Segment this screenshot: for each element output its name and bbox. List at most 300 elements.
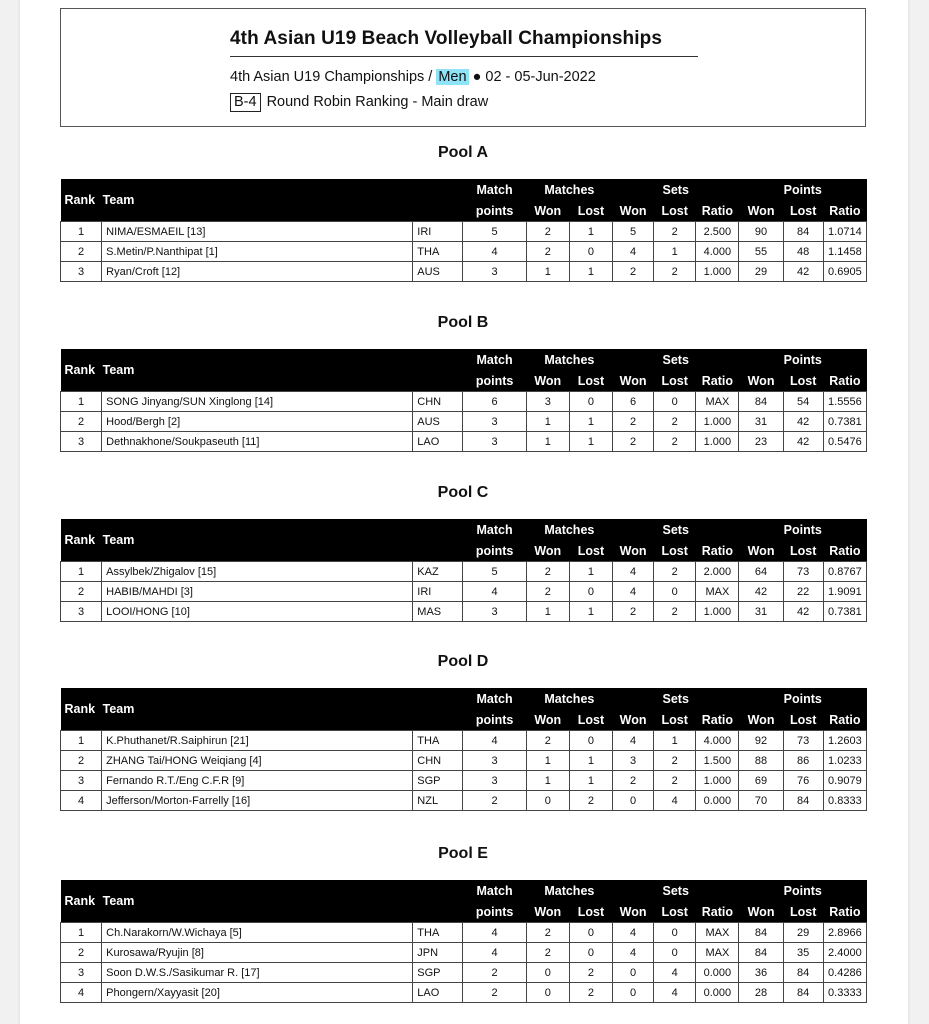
cell-pr: 0.7381 <box>823 602 866 622</box>
cell-nat: LAO <box>413 983 463 1003</box>
cell-mp: 5 <box>463 222 526 242</box>
cell-pl: 73 <box>783 731 823 751</box>
cell-sl: 2 <box>654 412 696 432</box>
cell-sw: 2 <box>613 432 654 452</box>
cell-pw: 70 <box>739 791 783 811</box>
cell-sl: 1 <box>654 731 696 751</box>
cell-pw: 64 <box>739 562 783 582</box>
cell-rank: 1 <box>61 562 102 582</box>
header-matches-won: Won <box>526 901 569 923</box>
header-rank: Rank <box>61 880 102 923</box>
cell-pr: 1.1458 <box>823 242 866 262</box>
table-row <box>61 943 867 963</box>
cell-sr: 0.000 <box>696 791 739 811</box>
cell-team: Soon D.W.S./Sasikumar R. [17] <box>102 963 413 983</box>
cell-sr: 2.500 <box>696 222 739 242</box>
header-points-lost: Lost <box>783 200 823 222</box>
table-row <box>61 392 867 412</box>
cell-team: K.Phuthanet/R.Saiphirun [21] <box>102 731 413 751</box>
header-matches-won: Won <box>526 370 569 392</box>
cell-sw: 2 <box>613 262 654 282</box>
cell-team: HABIB/MAHDI [3] <box>102 582 413 602</box>
cell-mw: 0 <box>526 791 569 811</box>
cell-rank: 2 <box>61 242 102 262</box>
cell-sr: 4.000 <box>696 242 739 262</box>
header-match-points-2: points <box>463 901 526 923</box>
cell-ml: 1 <box>569 222 612 242</box>
cell-sw: 4 <box>613 242 654 262</box>
cell-pl: 84 <box>783 963 823 983</box>
cell-pl: 48 <box>783 242 823 262</box>
cell-mw: 1 <box>526 432 569 452</box>
header-points-won: Won <box>739 901 783 923</box>
header-points-ratio: Ratio <box>823 540 866 562</box>
cell-ml: 0 <box>569 731 612 751</box>
cell-mw: 0 <box>526 983 569 1003</box>
header-match-points: Match <box>463 688 526 709</box>
cell-sl: 4 <box>654 963 696 983</box>
header-match-points-2: points <box>463 370 526 392</box>
cell-rank: 3 <box>61 602 102 622</box>
cell-sr: MAX <box>696 392 739 412</box>
cell-mw: 2 <box>526 222 569 242</box>
cell-pl: 22 <box>783 582 823 602</box>
cell-pr: 0.8767 <box>823 562 866 582</box>
header-team: Team <box>102 179 463 222</box>
header-points-lost: Lost <box>783 370 823 392</box>
header-match-points: Match <box>463 179 526 200</box>
cell-mp: 4 <box>463 582 526 602</box>
cell-sr: MAX <box>696 582 739 602</box>
pool-ranking-table <box>60 179 867 282</box>
cell-sw: 4 <box>613 731 654 751</box>
pool-ranking-table <box>60 519 867 622</box>
header-points: Points <box>739 349 867 370</box>
header-team: Team <box>102 349 463 392</box>
cell-pr: 1.2603 <box>823 731 866 751</box>
cell-mw: 2 <box>526 582 569 602</box>
cell-ml: 0 <box>569 923 612 943</box>
table-row <box>61 412 867 432</box>
cell-pl: 84 <box>783 222 823 242</box>
table-row <box>61 222 867 242</box>
cell-sl: 2 <box>654 262 696 282</box>
cell-mp: 2 <box>463 983 526 1003</box>
table-row <box>61 582 867 602</box>
table-row <box>61 923 867 943</box>
cell-pl: 54 <box>783 392 823 412</box>
cell-team: Kurosawa/Ryujin [8] <box>102 943 413 963</box>
cell-ml: 0 <box>569 582 612 602</box>
cell-sl: 2 <box>654 771 696 791</box>
cell-pw: 42 <box>739 582 783 602</box>
cell-sl: 2 <box>654 222 696 242</box>
cell-pw: 69 <box>739 771 783 791</box>
cell-pr: 0.4286 <box>823 963 866 983</box>
cell-mp: 4 <box>463 731 526 751</box>
cell-sr: 2.000 <box>696 562 739 582</box>
pool-title: Pool C <box>437 484 489 501</box>
cell-mp: 3 <box>463 262 526 282</box>
header-sets-ratio: Ratio <box>696 901 739 923</box>
cell-pl: 84 <box>783 791 823 811</box>
header-match-points-2: points <box>463 540 526 562</box>
cell-sw: 5 <box>613 222 654 242</box>
report-name: Round Robin Ranking - Main draw <box>266 94 489 110</box>
cell-pw: 84 <box>739 943 783 963</box>
cell-pl: 84 <box>783 983 823 1003</box>
gender-highlight: Men <box>438 69 467 85</box>
cell-pl: 86 <box>783 751 823 771</box>
pool-title: Pool A <box>437 144 489 161</box>
cell-sw: 2 <box>613 602 654 622</box>
cell-sr: MAX <box>696 943 739 963</box>
header-matches-lost: Lost <box>569 370 612 392</box>
header-points-ratio: Ratio <box>823 709 866 731</box>
header-sets: Sets <box>613 880 739 901</box>
cell-sw: 4 <box>613 582 654 602</box>
header-team: Team <box>102 880 463 923</box>
cell-mp: 3 <box>463 602 526 622</box>
report-title: 4th Asian U19 Beach Volleyball Championships <box>230 28 663 49</box>
cell-pw: 31 <box>739 602 783 622</box>
header-matches-won: Won <box>526 200 569 222</box>
cell-mp: 2 <box>463 963 526 983</box>
cell-pr: 1.9091 <box>823 582 866 602</box>
cell-pr: 2.4000 <box>823 943 866 963</box>
cell-sw: 4 <box>613 923 654 943</box>
cell-pl: 42 <box>783 602 823 622</box>
cell-sl: 0 <box>654 392 696 412</box>
cell-sr: 1.000 <box>696 412 739 432</box>
cell-nat: CHN <box>413 392 463 412</box>
pool-ranking-table <box>60 349 867 452</box>
cell-sl: 4 <box>654 791 696 811</box>
header-match-points: Match <box>463 519 526 540</box>
cell-pr: 0.7381 <box>823 412 866 432</box>
cell-pw: 23 <box>739 432 783 452</box>
cell-rank: 1 <box>61 392 102 412</box>
header-points-lost: Lost <box>783 901 823 923</box>
header-points: Points <box>739 519 867 540</box>
cell-sw: 0 <box>613 963 654 983</box>
cell-sl: 2 <box>654 432 696 452</box>
header-sets-lost: Lost <box>654 200 696 222</box>
table-row <box>61 791 867 811</box>
cell-team: Fernando R.T./Eng C.F.R [9] <box>102 771 413 791</box>
pool-title: Pool D <box>437 653 489 670</box>
cell-sl: 1 <box>654 242 696 262</box>
cell-pl: 29 <box>783 923 823 943</box>
cell-nat: LAO <box>413 432 463 452</box>
cell-ml: 1 <box>569 262 612 282</box>
cell-mp: 4 <box>463 943 526 963</box>
cell-rank: 3 <box>61 262 102 282</box>
cell-mw: 1 <box>526 771 569 791</box>
cell-ml: 1 <box>569 412 612 432</box>
header-matches: Matches <box>526 179 612 200</box>
header-sets-ratio: Ratio <box>696 370 739 392</box>
cell-rank: 1 <box>61 731 102 751</box>
cell-team: Jefferson/Morton-Farrelly [16] <box>102 791 413 811</box>
cell-team: Phongern/Xayyasit [20] <box>102 983 413 1003</box>
pool-title: Pool E <box>438 845 488 862</box>
header-matches-won: Won <box>526 540 569 562</box>
cell-team: Hood/Bergh [2] <box>102 412 413 432</box>
cell-pw: 84 <box>739 923 783 943</box>
header-sets-won: Won <box>613 709 654 731</box>
header-sets: Sets <box>613 349 739 370</box>
cell-rank: 3 <box>61 771 102 791</box>
cell-pw: 90 <box>739 222 783 242</box>
cell-pr: 0.9079 <box>823 771 866 791</box>
cell-mw: 1 <box>526 412 569 432</box>
cell-sw: 2 <box>613 771 654 791</box>
cell-mw: 2 <box>526 923 569 943</box>
header-sets-ratio: Ratio <box>696 709 739 731</box>
cell-sr: 1.500 <box>696 751 739 771</box>
table-row <box>61 983 867 1003</box>
cell-nat: IRI <box>413 222 463 242</box>
header-sets-won: Won <box>613 901 654 923</box>
cell-ml: 0 <box>569 943 612 963</box>
subtitle-prefix: 4th Asian U19 Championships / <box>230 69 437 85</box>
header-sets: Sets <box>613 688 739 709</box>
header-sets-lost: Lost <box>654 370 696 392</box>
cell-rank: 3 <box>61 432 102 452</box>
cell-sw: 0 <box>613 983 654 1003</box>
table-row <box>61 751 867 771</box>
cell-sl: 0 <box>654 582 696 602</box>
header-points: Points <box>739 688 867 709</box>
cell-team: SONG Jinyang/SUN Xinglong [14] <box>102 392 413 412</box>
header-points-won: Won <box>739 709 783 731</box>
cell-sr: 1.000 <box>696 432 739 452</box>
header-points-won: Won <box>739 370 783 392</box>
pool-title: Pool B <box>437 314 489 331</box>
cell-mp: 3 <box>463 771 526 791</box>
header-rank: Rank <box>61 519 102 562</box>
cell-ml: 1 <box>569 432 612 452</box>
header-sets-won: Won <box>613 370 654 392</box>
cell-ml: 1 <box>569 771 612 791</box>
cell-ml: 2 <box>569 963 612 983</box>
cell-rank: 2 <box>61 751 102 771</box>
cell-sl: 0 <box>654 943 696 963</box>
cell-ml: 1 <box>569 751 612 771</box>
cell-ml: 1 <box>569 602 612 622</box>
subtitle-suffix: ● 02 - 05-Jun-2022 <box>468 69 596 85</box>
cell-rank: 4 <box>61 983 102 1003</box>
cell-sw: 4 <box>613 562 654 582</box>
header-team: Team <box>102 519 463 562</box>
cell-pr: 0.3333 <box>823 983 866 1003</box>
header-points-lost: Lost <box>783 709 823 731</box>
cell-pw: 92 <box>739 731 783 751</box>
header-matches: Matches <box>526 349 612 370</box>
cell-nat: THA <box>413 731 463 751</box>
cell-pw: 28 <box>739 983 783 1003</box>
table-row <box>61 963 867 983</box>
cell-nat: KAZ <box>413 562 463 582</box>
cell-sl: 2 <box>654 602 696 622</box>
cell-pl: 42 <box>783 412 823 432</box>
cell-nat: JPN <box>413 943 463 963</box>
header-sets-won: Won <box>613 200 654 222</box>
cell-mp: 6 <box>463 392 526 412</box>
header-matches-lost: Lost <box>569 540 612 562</box>
cell-sr: MAX <box>696 923 739 943</box>
cell-nat: NZL <box>413 791 463 811</box>
pool-ranking-table <box>60 880 867 1003</box>
cell-nat: SGP <box>413 963 463 983</box>
cell-ml: 1 <box>569 562 612 582</box>
header-sets-ratio: Ratio <box>696 540 739 562</box>
header-matches-lost: Lost <box>569 901 612 923</box>
title-underline <box>230 56 698 57</box>
header-match-points-2: points <box>463 200 526 222</box>
report-header <box>60 8 866 127</box>
cell-mp: 5 <box>463 562 526 582</box>
cell-pw: 36 <box>739 963 783 983</box>
header-rank: Rank <box>61 688 102 731</box>
header-matches-lost: Lost <box>569 709 612 731</box>
cell-sr: 4.000 <box>696 731 739 751</box>
cell-mw: 3 <box>526 392 569 412</box>
cell-mp: 3 <box>463 412 526 432</box>
header-sets-won: Won <box>613 540 654 562</box>
pool-ranking-table <box>60 688 867 811</box>
table-row <box>61 262 867 282</box>
header-sets-lost: Lost <box>654 709 696 731</box>
cell-rank: 1 <box>61 222 102 242</box>
cell-mw: 2 <box>526 943 569 963</box>
header-team: Team <box>102 688 463 731</box>
cell-pw: 31 <box>739 412 783 432</box>
cell-mp: 4 <box>463 242 526 262</box>
header-rank: Rank <box>61 179 102 222</box>
header-matches: Matches <box>526 880 612 901</box>
cell-sl: 0 <box>654 923 696 943</box>
cell-nat: THA <box>413 923 463 943</box>
table-row <box>61 771 867 791</box>
cell-mw: 1 <box>526 751 569 771</box>
cell-pr: 0.6905 <box>823 262 866 282</box>
header-matches: Matches <box>526 688 612 709</box>
table-row <box>61 731 867 751</box>
header-points-ratio: Ratio <box>823 370 866 392</box>
cell-sw: 0 <box>613 791 654 811</box>
cell-rank: 1 <box>61 923 102 943</box>
header-sets: Sets <box>613 179 739 200</box>
header-points-ratio: Ratio <box>823 901 866 923</box>
cell-sw: 3 <box>613 751 654 771</box>
cell-mw: 0 <box>526 963 569 983</box>
table-row <box>61 432 867 452</box>
table-row <box>61 562 867 582</box>
cell-pl: 35 <box>783 943 823 963</box>
cell-nat: CHN <box>413 751 463 771</box>
report-code: B-4 <box>230 93 261 112</box>
cell-pw: 29 <box>739 262 783 282</box>
header-matches-won: Won <box>526 709 569 731</box>
cell-pr: 1.0233 <box>823 751 866 771</box>
header-sets-lost: Lost <box>654 540 696 562</box>
cell-team: Dethnakhone/Soukpaseuth [11] <box>102 432 413 452</box>
cell-rank: 3 <box>61 963 102 983</box>
header-rank: Rank <box>61 349 102 392</box>
cell-mw: 1 <box>526 602 569 622</box>
cell-sr: 1.000 <box>696 771 739 791</box>
cell-pr: 0.5476 <box>823 432 866 452</box>
table-row <box>61 602 867 622</box>
cell-team: NIMA/ESMAEIL [13] <box>102 222 413 242</box>
header-points: Points <box>739 880 867 901</box>
cell-mp: 2 <box>463 791 526 811</box>
cell-sl: 4 <box>654 983 696 1003</box>
cell-pr: 0.8333 <box>823 791 866 811</box>
cell-sr: 0.000 <box>696 963 739 983</box>
cell-ml: 2 <box>569 983 612 1003</box>
header-points-lost: Lost <box>783 540 823 562</box>
cell-team: Ryan/Croft [12] <box>102 262 413 282</box>
cell-sw: 2 <box>613 412 654 432</box>
cell-nat: AUS <box>413 262 463 282</box>
cell-pw: 55 <box>739 242 783 262</box>
header-match-points-2: points <box>463 709 526 731</box>
header-matches-lost: Lost <box>569 200 612 222</box>
cell-nat: MAS <box>413 602 463 622</box>
header-match-points: Match <box>463 349 526 370</box>
cell-team: Ch.Narakorn/W.Wichaya [5] <box>102 923 413 943</box>
cell-mw: 1 <box>526 262 569 282</box>
header-sets: Sets <box>613 519 739 540</box>
cell-rank: 2 <box>61 582 102 602</box>
cell-team: ZHANG Tai/HONG Weiqiang [4] <box>102 751 413 771</box>
cell-nat: IRI <box>413 582 463 602</box>
cell-rank: 2 <box>61 943 102 963</box>
cell-rank: 4 <box>61 791 102 811</box>
cell-sr: 0.000 <box>696 983 739 1003</box>
cell-nat: THA <box>413 242 463 262</box>
table-row <box>61 242 867 262</box>
cell-pr: 2.8966 <box>823 923 866 943</box>
cell-pw: 88 <box>739 751 783 771</box>
header-matches: Matches <box>526 519 612 540</box>
cell-team: LOOI/HONG [10] <box>102 602 413 622</box>
cell-pl: 42 <box>783 432 823 452</box>
cell-sl: 2 <box>654 751 696 771</box>
cell-pl: 73 <box>783 562 823 582</box>
cell-mw: 2 <box>526 562 569 582</box>
cell-pr: 1.5556 <box>823 392 866 412</box>
cell-pw: 84 <box>739 392 783 412</box>
cell-pr: 1.0714 <box>823 222 866 242</box>
cell-rank: 2 <box>61 412 102 432</box>
header-points: Points <box>739 179 867 200</box>
header-sets-ratio: Ratio <box>696 200 739 222</box>
header-match-points: Match <box>463 880 526 901</box>
cell-team: Assylbek/Zhigalov [15] <box>102 562 413 582</box>
cell-mp: 3 <box>463 432 526 452</box>
cell-sr: 1.000 <box>696 262 739 282</box>
cell-mw: 2 <box>526 731 569 751</box>
cell-nat: SGP <box>413 771 463 791</box>
header-points-ratio: Ratio <box>823 200 866 222</box>
cell-nat: AUS <box>413 412 463 432</box>
cell-ml: 0 <box>569 392 612 412</box>
cell-sr: 1.000 <box>696 602 739 622</box>
